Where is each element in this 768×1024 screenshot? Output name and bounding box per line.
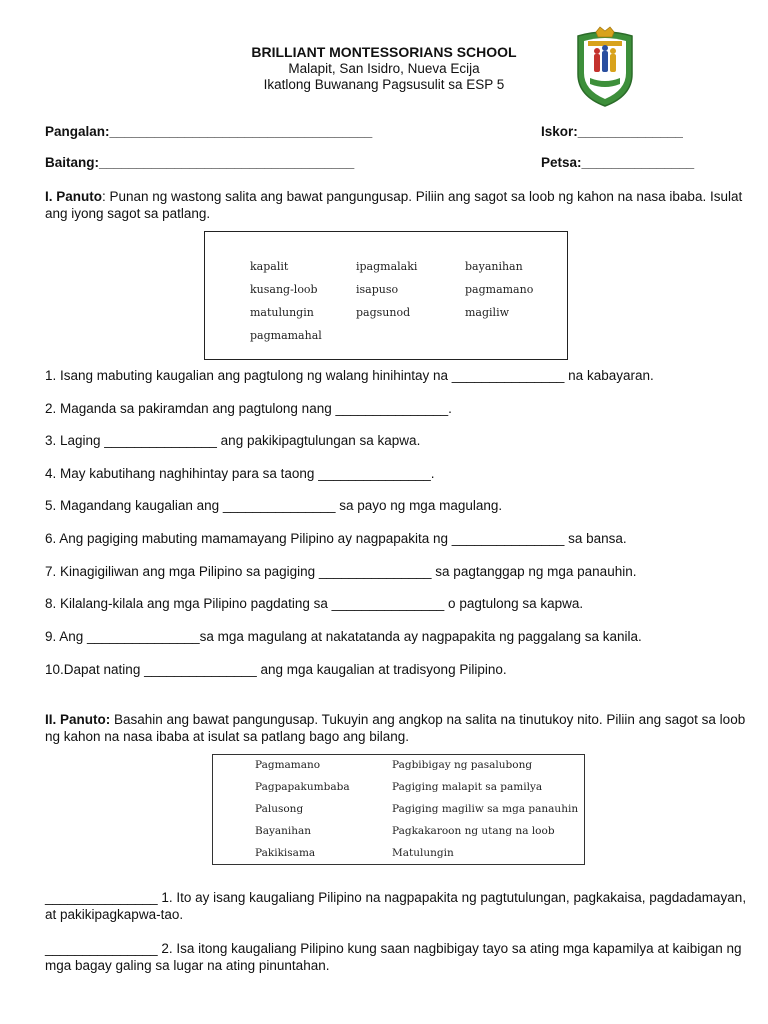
word-choice: Pagpapakumbaba — [255, 781, 350, 793]
part1-label: I. Panuto — [45, 189, 102, 204]
part2-text: Basahin ang bawat pangungusap. Tukuyin ang angkop na salita na tinutukoy nito. Piliin ang sagot sa loob ng kahon na nasa ibaba at isulat sa patlang bago ang bilang. — [45, 712, 746, 744]
part1-item-8: 8. Kilalang-kilala ang mga Pilipino pagdating sa _______________ o pagtulong sa kapwa. — [45, 596, 584, 611]
word-choice: Palusong — [255, 803, 304, 815]
word-choice: Pagbibigay ng pasalubong — [392, 759, 533, 771]
word-choice: Pagkakaroon ng utang na loob — [392, 825, 555, 837]
word-choice: ipagmalaki — [356, 260, 418, 273]
part1-item-2: 2. Maganda sa pakiramdan ang pagtulong nang _______________. — [45, 401, 452, 416]
part2-item-1: _______________ 1. Ito ay isang kaugaliang Pilipino na nagpapakita ng pagtutulungan, pagkakaisa, pagdadamayan, at pakikipagkapwa-tao. — [45, 890, 747, 922]
part1-item-3: 3. Laging _______________ ang pakikipagtulungan sa kapwa. — [45, 433, 421, 448]
part1-item-7: 7. Kinagigiliwan ang mga Pilipino sa pagiging _______________ sa pagtanggap ng mga panauhin. — [45, 564, 637, 579]
word-choice: pagsunod — [356, 306, 411, 319]
school-name: BRILLIANT MONTESSORIANS SCHOOL — [251, 44, 517, 60]
part1-word-box — [204, 231, 568, 360]
word-choice: pagmamahal — [250, 329, 322, 342]
part1-item-6: 6. Ang pagiging mabuting mamamayang Pilipino ay nagpapakita ng _______________ sa bansa. — [45, 531, 627, 546]
word-choice: bayanihan — [465, 260, 523, 273]
word-choice: Pakikisama — [255, 847, 316, 859]
part1-item-10: 10.Dapat nating _______________ ang mga kaugalian at tradisyong Pilipino. — [45, 662, 507, 677]
part2-word-box — [212, 754, 585, 865]
part1-item-1: 1. Isang mabuting kaugalian ang pagtulong ng walang hinihintay na _______________ na kabayaran. — [45, 368, 654, 383]
school-logo-icon — [572, 26, 638, 108]
word-choice: kusang-loob — [250, 283, 318, 296]
word-choice: Matulungin — [392, 847, 454, 859]
part1-item-9: 9. Ang _______________sa mga magulang at nakatatanda ay nagpapakita ng paggalang sa kanila. — [45, 629, 642, 644]
part2-instructions — [45, 711, 757, 745]
part1-item-5: 5. Magandang kaugalian ang _______________ sa payo ng mga magulang. — [45, 498, 503, 513]
exam-title: Ikatlong Buwanang Pagsusulit sa ESP 5 — [263, 77, 505, 92]
date-field: Petsa:_______________ — [541, 155, 695, 170]
word-choice: pagmamano — [465, 283, 534, 296]
word-choice: kapalit — [250, 260, 289, 273]
grade-field: Baitang:__________________________________ — [45, 155, 355, 170]
part1-instructions — [45, 188, 757, 222]
word-choice: Bayanihan — [255, 825, 312, 837]
part1-item-4: 4. May kabutihang naghihintay para sa taong _______________. — [45, 466, 435, 481]
score-field: Iskor:______________ — [541, 124, 683, 139]
word-choice: Pagiging malapit sa pamilya — [392, 781, 543, 793]
word-choice: magiliw — [465, 306, 509, 319]
part2-label: II. Panuto: — [45, 712, 111, 727]
word-choice: isapuso — [356, 283, 399, 296]
document-header — [0, 44, 768, 93]
word-choice: Pagiging magiliw sa mga panauhin — [392, 803, 579, 815]
school-address: Malapit, San Isidro, Nueva Ecija — [288, 61, 480, 76]
part1-text: : Punan ng wastong salita ang bawat pangungusap. Piliin ang sagot sa loob ng kahon na nasa ibaba. Isulat ang iyong sagot sa patlang. — [45, 189, 743, 221]
word-choice: matulungin — [250, 306, 314, 319]
word-choice: Pagmamano — [255, 759, 321, 771]
name-field: Pangalan:___________________________________ — [45, 124, 373, 139]
part2-item-2: _______________ 2. Isa itong kaugaliang Pilipino kung saan nagbibigay tayo sa ating mga kapamilya at kaibigan ng mga bagay galing sa lugar na ating pinuntahan. — [45, 941, 742, 973]
